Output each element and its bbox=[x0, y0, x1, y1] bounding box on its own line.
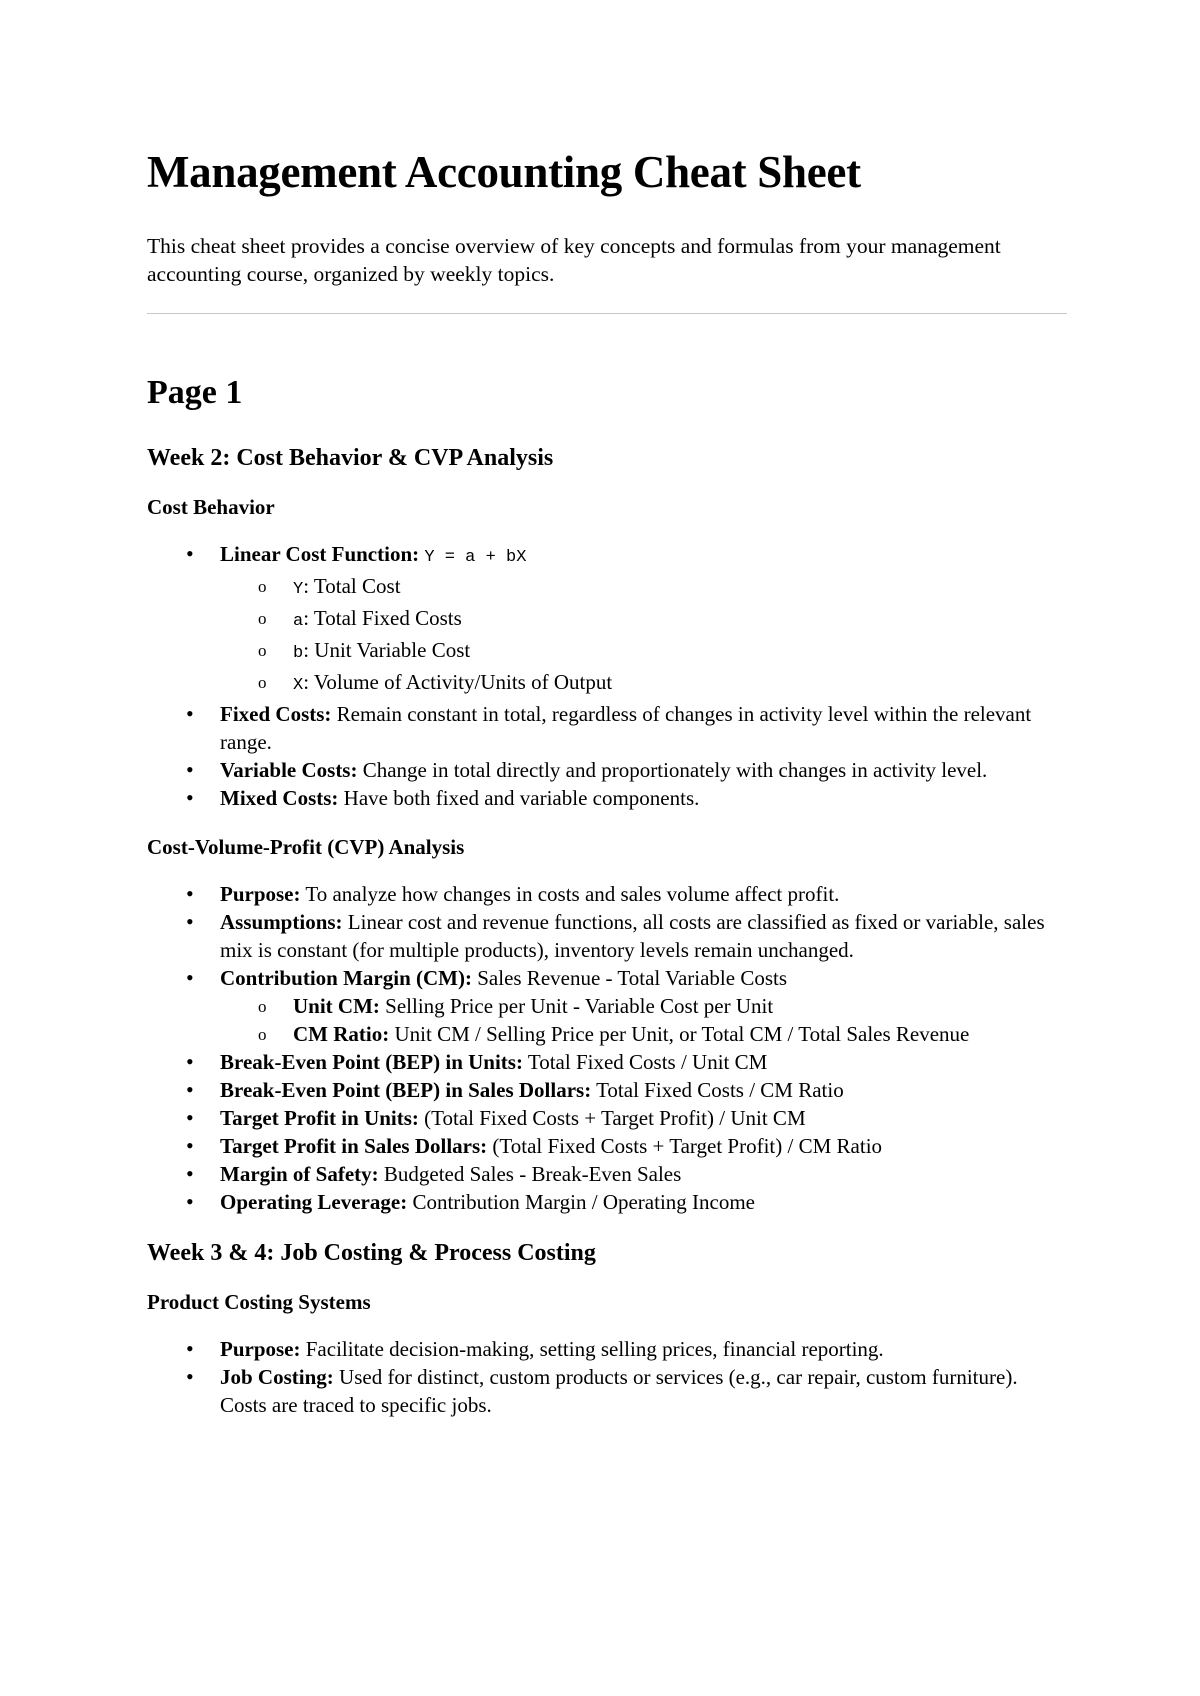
list-item bbox=[147, 1048, 1067, 1076]
sub-list-item bbox=[220, 1020, 1067, 1048]
list-item-term: Mixed Costs: bbox=[220, 786, 339, 810]
list-item bbox=[147, 784, 1067, 812]
variable-desc: : Volume of Activity/Units of Output bbox=[303, 670, 613, 694]
divider bbox=[147, 313, 1067, 314]
list-item-text: Selling Price per Unit - Variable Cost per Unit bbox=[379, 994, 774, 1018]
list-item-term: Break-Even Point (BEP) in Units: bbox=[220, 1050, 523, 1074]
cvp-heading: Cost-Volume-Profit (CVP) Analysis bbox=[147, 835, 465, 859]
content-body bbox=[147, 370, 1067, 1440]
list-item-term: Operating Leverage: bbox=[220, 1190, 408, 1214]
list-item bbox=[147, 880, 1067, 908]
list-item-text: Used for distinct, custom products or services (e.g., car repair, custom furniture). Costs are traced to specific jobs. bbox=[220, 1365, 1018, 1417]
cost-behavior-list bbox=[147, 540, 1067, 812]
list-item-text: Facilitate decision-making, setting selling prices, financial reporting. bbox=[300, 1337, 884, 1361]
intro-paragraph: This cheat sheet provides a concise overview of key concepts and formulas from your management accounting course, organized by weekly topics. bbox=[147, 234, 1001, 286]
list-item-text: Remain constant in total, regardless of changes in activity level within the relevant range. bbox=[220, 702, 1032, 754]
variable-desc: : Total Cost bbox=[303, 574, 401, 598]
variable-code: a bbox=[293, 612, 304, 631]
list-item bbox=[147, 540, 1067, 700]
sub-list-item bbox=[220, 636, 1067, 668]
list-item-text: (Total Fixed Costs + Target Profit) / CM Ratio bbox=[487, 1134, 883, 1158]
sub-list-item bbox=[220, 572, 1067, 604]
sub-list bbox=[220, 572, 1067, 700]
product-costing-list bbox=[147, 1335, 1067, 1419]
list-item bbox=[147, 1363, 1067, 1419]
variable-code: Y bbox=[293, 580, 304, 599]
document-title: Management Accounting Cheat Sheet bbox=[147, 147, 861, 197]
list-item-term: Assumptions: bbox=[220, 910, 343, 934]
sub-list-item bbox=[220, 668, 1067, 700]
list-item-term: CM Ratio: bbox=[293, 1022, 390, 1046]
list-item-text: Change in total directly and proportionately with changes in activity level. bbox=[357, 758, 988, 782]
list-item bbox=[147, 700, 1067, 756]
list-item bbox=[147, 1335, 1067, 1363]
list-item-term: Contribution Margin (CM): bbox=[220, 966, 472, 990]
list-item-term: Linear Cost Function: bbox=[220, 542, 420, 566]
list-item-text: Sales Revenue - Total Variable Costs bbox=[471, 966, 788, 990]
list-item-term: Margin of Safety: bbox=[220, 1162, 379, 1186]
list-item-term: Break-Even Point (BEP) in Sales Dollars: bbox=[220, 1078, 592, 1102]
list-item-text: Total Fixed Costs / CM Ratio bbox=[591, 1078, 844, 1102]
list-item-term: Target Profit in Sales Dollars: bbox=[220, 1134, 488, 1158]
sub-list-item bbox=[220, 992, 1067, 1020]
list-item bbox=[147, 1076, 1067, 1104]
list-item-text: (Total Fixed Costs + Target Profit) / Unit CM bbox=[418, 1106, 806, 1130]
product-costing-heading: Product Costing Systems bbox=[147, 1290, 371, 1314]
list-item bbox=[147, 1160, 1067, 1188]
list-item-text: Unit CM / Selling Price per Unit, or Total CM / Total Sales Revenue bbox=[389, 1022, 970, 1046]
list-item bbox=[147, 1104, 1067, 1132]
list-item-text: Contribution Margin / Operating Income bbox=[407, 1190, 756, 1214]
week34-heading: Week 3 & 4: Job Costing & Process Costing bbox=[147, 1240, 596, 1266]
list-item-text: Have both fixed and variable components. bbox=[338, 786, 700, 810]
list-item bbox=[147, 908, 1067, 964]
list-item-term: Purpose: bbox=[220, 882, 301, 906]
variable-desc: : Unit Variable Cost bbox=[303, 638, 471, 662]
week2-heading: Week 2: Cost Behavior & CVP Analysis bbox=[147, 445, 554, 471]
cost-behavior-heading: Cost Behavior bbox=[147, 495, 275, 519]
list-item-term: Variable Costs: bbox=[220, 758, 358, 782]
variable-code: X bbox=[293, 676, 304, 695]
list-item bbox=[147, 1188, 1067, 1216]
variable-code: b bbox=[293, 644, 304, 663]
formula-code: Y = a + bX bbox=[424, 548, 527, 567]
page-heading: Page 1 bbox=[147, 374, 243, 411]
list-item-text: Total Fixed Costs / Unit CM bbox=[522, 1050, 768, 1074]
list-item-text: Linear cost and revenue functions, all costs are classified as fixed or variable, sales mix is constant (for multiple products), inventory levels remain unchanged. bbox=[220, 910, 1045, 962]
list-item-term: Job Costing: bbox=[220, 1365, 334, 1389]
list-item bbox=[147, 756, 1067, 784]
list-item bbox=[147, 1132, 1067, 1160]
list-item-term: Purpose: bbox=[220, 1337, 301, 1361]
sub-list-item bbox=[220, 604, 1067, 636]
list-item-text: Budgeted Sales - Break-Even Sales bbox=[378, 1162, 682, 1186]
list-item-term: Fixed Costs: bbox=[220, 702, 332, 726]
cvp-list bbox=[147, 880, 1067, 1216]
list-item-term: Target Profit in Units: bbox=[220, 1106, 419, 1130]
variable-desc: : Total Fixed Costs bbox=[303, 606, 462, 630]
list-item bbox=[147, 964, 1067, 1048]
list-item-text: To analyze how changes in costs and sales volume affect profit. bbox=[300, 882, 840, 906]
list-item-term: Unit CM: bbox=[293, 994, 380, 1018]
sub-list bbox=[220, 992, 1067, 1048]
